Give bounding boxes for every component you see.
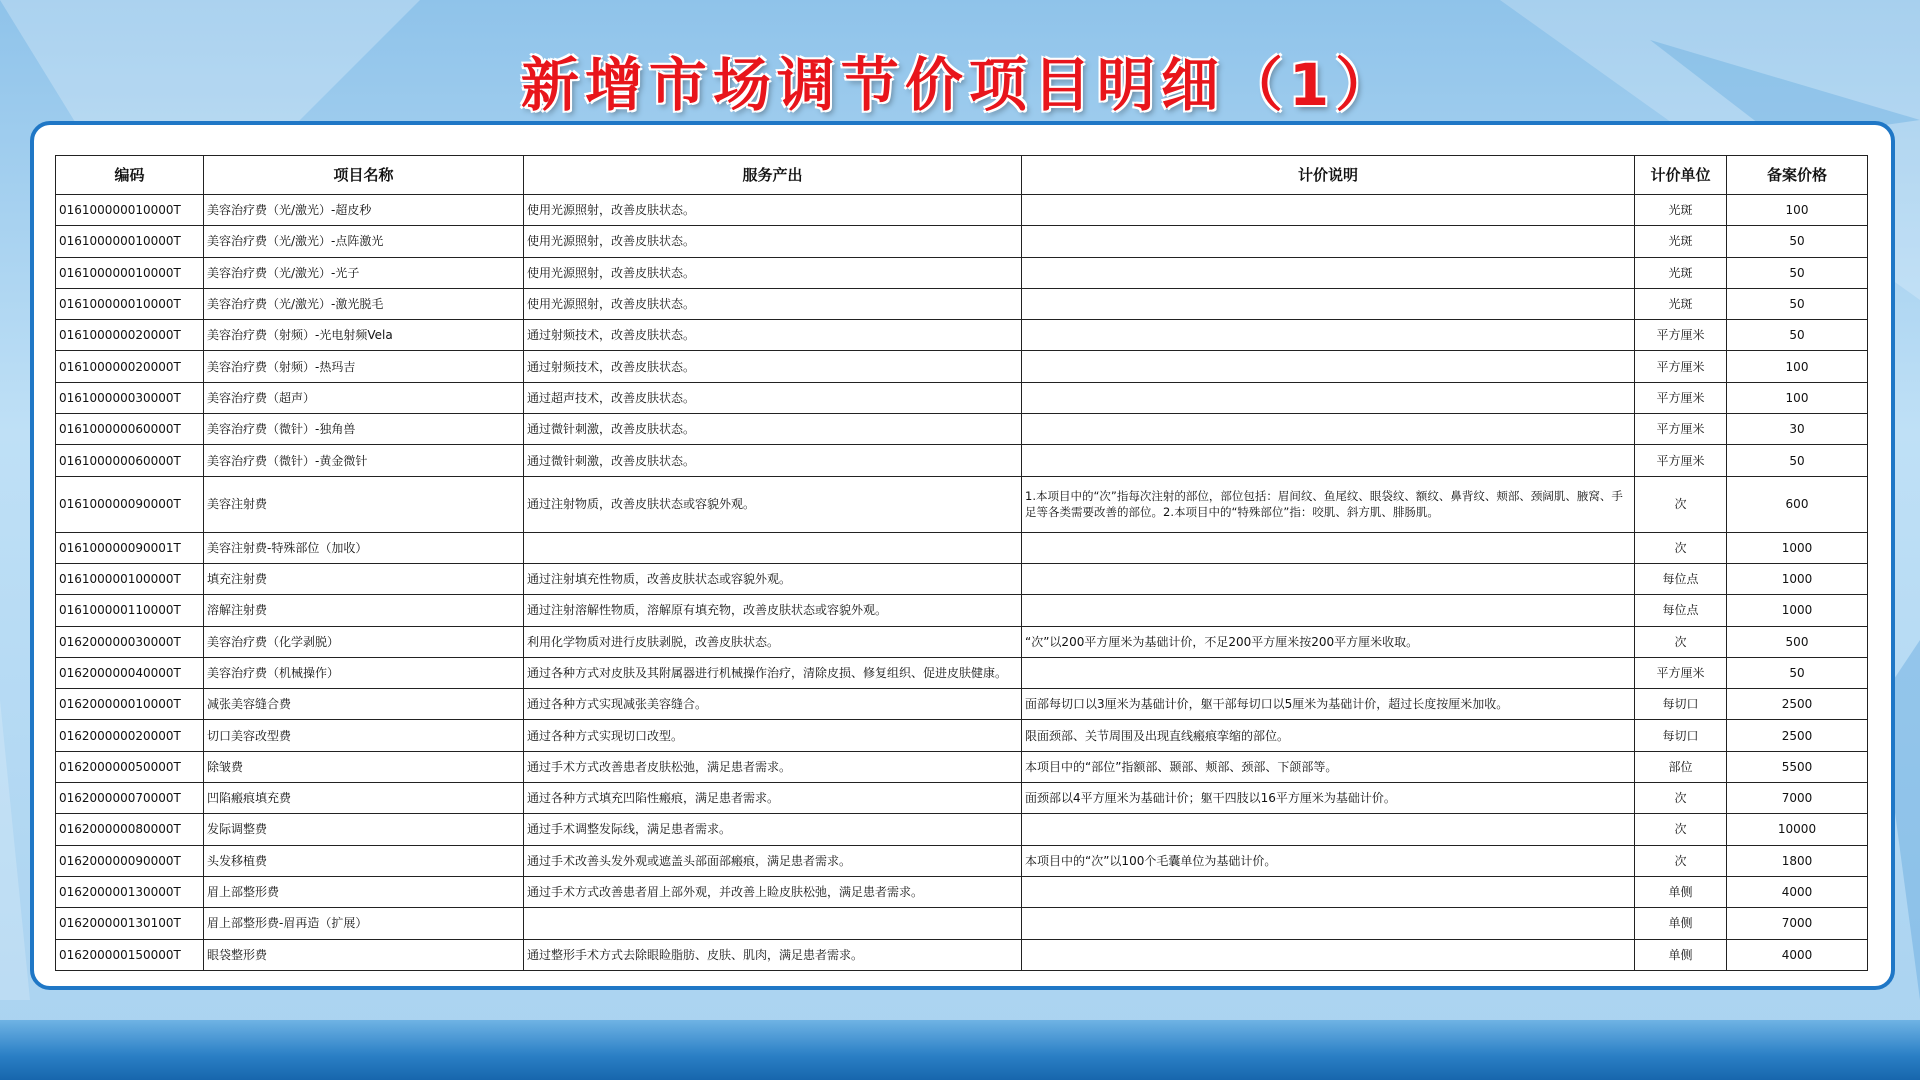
cell-service-output: 通过注射填充性物质，改善皮肤状态或容貌外观。 bbox=[524, 563, 1022, 594]
cell-item-name: 眉上部整形费-眉再造（扩展） bbox=[204, 908, 524, 939]
cell-code: 016100000060000T bbox=[56, 445, 204, 476]
cell-code: 016100000090001T bbox=[56, 532, 204, 563]
cell-unit: 平方厘米 bbox=[1635, 351, 1727, 382]
table-row bbox=[56, 257, 1868, 288]
cell-code: 016200000130100T bbox=[56, 908, 204, 939]
table-row bbox=[56, 595, 1868, 626]
cell-item-name: 美容治疗费（化学剥脱） bbox=[204, 626, 524, 657]
cell-code: 016100000010000T bbox=[56, 195, 204, 226]
cell-unit: 平方厘米 bbox=[1635, 414, 1727, 445]
cell-item-name: 眉上部整形费 bbox=[204, 876, 524, 907]
cell-item-name: 美容治疗费（超声） bbox=[204, 382, 524, 413]
cell-unit: 次 bbox=[1635, 626, 1727, 657]
cell-unit: 次 bbox=[1635, 476, 1727, 532]
cell-item-name: 美容治疗费（射频）-光电射频Vela bbox=[204, 320, 524, 351]
cell-item-name: 美容注射费 bbox=[204, 476, 524, 532]
table-header-row bbox=[56, 156, 1868, 195]
cell-price: 50 bbox=[1727, 257, 1868, 288]
cell-item-name: 美容治疗费（微针）-黄金微针 bbox=[204, 445, 524, 476]
cell-code: 016100000010000T bbox=[56, 288, 204, 319]
table-row bbox=[56, 288, 1868, 319]
cell-item-name: 除皱费 bbox=[204, 751, 524, 782]
cell-code: 016200000150000T bbox=[56, 939, 204, 970]
cell-price: 7000 bbox=[1727, 783, 1868, 814]
cell-service-output: 使用光源照射，改善皮肤状态。 bbox=[524, 226, 1022, 257]
cell-price: 7000 bbox=[1727, 908, 1868, 939]
header-unit: 计价单位 bbox=[1635, 156, 1727, 195]
table-row bbox=[56, 532, 1868, 563]
table-row bbox=[56, 939, 1868, 970]
cell-pricing-note: 面颈部以4平方厘米为基础计价；躯干四肢以16平方厘米为基础计价。 bbox=[1022, 783, 1635, 814]
cell-unit: 次 bbox=[1635, 532, 1727, 563]
cell-price: 50 bbox=[1727, 657, 1868, 688]
cell-pricing-note bbox=[1022, 657, 1635, 688]
cell-pricing-note bbox=[1022, 320, 1635, 351]
table-panel bbox=[30, 121, 1895, 990]
table-row bbox=[56, 445, 1868, 476]
cell-price: 30 bbox=[1727, 414, 1868, 445]
table-row bbox=[56, 876, 1868, 907]
cell-pricing-note bbox=[1022, 257, 1635, 288]
cell-pricing-note bbox=[1022, 414, 1635, 445]
cell-unit: 单侧 bbox=[1635, 908, 1727, 939]
cell-pricing-note: “次”以200平方厘米为基础计价，不足200平方厘米按200平方厘米收取。 bbox=[1022, 626, 1635, 657]
cell-service-output: 通过射频技术，改善皮肤状态。 bbox=[524, 351, 1022, 382]
price-table-container bbox=[55, 155, 1867, 971]
cell-unit: 平方厘米 bbox=[1635, 382, 1727, 413]
cell-item-name: 切口美容改型费 bbox=[204, 720, 524, 751]
table-row bbox=[56, 320, 1868, 351]
header-price: 备案价格 bbox=[1727, 156, 1868, 195]
cell-pricing-note bbox=[1022, 908, 1635, 939]
cell-item-name: 眼袋整形费 bbox=[204, 939, 524, 970]
cell-unit: 每位点 bbox=[1635, 563, 1727, 594]
cell-service-output: 通过各种方式实现减张美容缝合。 bbox=[524, 689, 1022, 720]
cell-item-name: 填充注射费 bbox=[204, 563, 524, 594]
cell-unit: 每切口 bbox=[1635, 689, 1727, 720]
cell-pricing-note bbox=[1022, 382, 1635, 413]
cell-pricing-note bbox=[1022, 876, 1635, 907]
cell-pricing-note bbox=[1022, 226, 1635, 257]
cell-price: 1800 bbox=[1727, 845, 1868, 876]
table-body bbox=[56, 195, 1868, 971]
table-row bbox=[56, 476, 1868, 532]
cell-service-output: 通过整形手术方式去除眼睑脂肪、皮肤、肌肉，满足患者需求。 bbox=[524, 939, 1022, 970]
header-code: 编码 bbox=[56, 156, 204, 195]
cell-price: 50 bbox=[1727, 445, 1868, 476]
cell-unit: 每位点 bbox=[1635, 595, 1727, 626]
cell-pricing-note: 本项目中的“次”以100个毛囊单位为基础计价。 bbox=[1022, 845, 1635, 876]
cell-unit: 光斑 bbox=[1635, 226, 1727, 257]
cell-price: 1000 bbox=[1727, 563, 1868, 594]
cell-unit: 次 bbox=[1635, 845, 1727, 876]
cell-unit: 平方厘米 bbox=[1635, 320, 1727, 351]
cell-code: 016100000010000T bbox=[56, 226, 204, 257]
cell-item-name: 凹陷瘢痕填充费 bbox=[204, 783, 524, 814]
cell-pricing-note bbox=[1022, 595, 1635, 626]
cell-pricing-note: 面部每切口以3厘米为基础计价，躯干部每切口以5厘米为基础计价，超过长度按厘米加收。 bbox=[1022, 689, 1635, 720]
cell-item-name: 发际调整费 bbox=[204, 814, 524, 845]
cell-service-output: 通过微针刺激，改善皮肤状态。 bbox=[524, 445, 1022, 476]
cell-service-output bbox=[524, 908, 1022, 939]
cell-pricing-note bbox=[1022, 939, 1635, 970]
price-table bbox=[55, 155, 1868, 971]
cell-code: 016200000080000T bbox=[56, 814, 204, 845]
cell-price: 50 bbox=[1727, 226, 1868, 257]
cell-unit: 光斑 bbox=[1635, 288, 1727, 319]
cell-pricing-note: 本项目中的“部位”指额部、颞部、颊部、颈部、下颌部等。 bbox=[1022, 751, 1635, 782]
bottom-decoration-band bbox=[0, 1020, 1920, 1080]
table-row bbox=[56, 720, 1868, 751]
cell-service-output: 使用光源照射，改善皮肤状态。 bbox=[524, 257, 1022, 288]
table-row bbox=[56, 226, 1868, 257]
cell-price: 100 bbox=[1727, 351, 1868, 382]
cell-unit: 单侧 bbox=[1635, 876, 1727, 907]
cell-code: 016200000030000T bbox=[56, 626, 204, 657]
table-row bbox=[56, 626, 1868, 657]
header-item-name: 项目名称 bbox=[204, 156, 524, 195]
cell-price: 50 bbox=[1727, 320, 1868, 351]
cell-unit: 平方厘米 bbox=[1635, 657, 1727, 688]
cell-service-output: 通过手术改善头发外观或遮盖头部面部瘢痕，满足患者需求。 bbox=[524, 845, 1022, 876]
cell-item-name: 减张美容缝合费 bbox=[204, 689, 524, 720]
cell-code: 016200000130000T bbox=[56, 876, 204, 907]
cell-price: 2500 bbox=[1727, 689, 1868, 720]
cell-unit: 光斑 bbox=[1635, 257, 1727, 288]
cell-code: 016200000040000T bbox=[56, 657, 204, 688]
cell-unit: 次 bbox=[1635, 783, 1727, 814]
cell-code: 016100000060000T bbox=[56, 414, 204, 445]
cell-item-name: 头发移植费 bbox=[204, 845, 524, 876]
cell-service-output: 通过手术方式改善患者皮肤松弛，满足患者需求。 bbox=[524, 751, 1022, 782]
cell-price: 10000 bbox=[1727, 814, 1868, 845]
cell-pricing-note: 限面颈部、关节周围及出现直线瘢痕挛缩的部位。 bbox=[1022, 720, 1635, 751]
cell-service-output: 通过各种方式实现切口改型。 bbox=[524, 720, 1022, 751]
cell-code: 016100000090000T bbox=[56, 476, 204, 532]
cell-pricing-note bbox=[1022, 445, 1635, 476]
cell-service-output bbox=[524, 532, 1022, 563]
cell-code: 016200000090000T bbox=[56, 845, 204, 876]
cell-pricing-note bbox=[1022, 288, 1635, 319]
cell-item-name: 美容治疗费（光/激光）-激光脱毛 bbox=[204, 288, 524, 319]
table-row bbox=[56, 563, 1868, 594]
table-row bbox=[56, 382, 1868, 413]
cell-pricing-note bbox=[1022, 532, 1635, 563]
cell-unit: 光斑 bbox=[1635, 195, 1727, 226]
cell-price: 50 bbox=[1727, 288, 1868, 319]
table-row bbox=[56, 657, 1868, 688]
cell-service-output: 通过射频技术，改善皮肤状态。 bbox=[524, 320, 1022, 351]
cell-item-name: 溶解注射费 bbox=[204, 595, 524, 626]
cell-item-name: 美容治疗费（光/激光）-点阵激光 bbox=[204, 226, 524, 257]
cell-item-name: 美容治疗费（光/激光）-超皮秒 bbox=[204, 195, 524, 226]
table-row bbox=[56, 814, 1868, 845]
table-row bbox=[56, 908, 1868, 939]
table-row bbox=[56, 751, 1868, 782]
cell-price: 100 bbox=[1727, 382, 1868, 413]
cell-code: 016100000110000T bbox=[56, 595, 204, 626]
cell-code: 016100000020000T bbox=[56, 351, 204, 382]
cell-pricing-note bbox=[1022, 814, 1635, 845]
cell-code: 016200000010000T bbox=[56, 689, 204, 720]
cell-code: 016100000030000T bbox=[56, 382, 204, 413]
cell-item-name: 美容治疗费（机械操作） bbox=[204, 657, 524, 688]
table-row bbox=[56, 414, 1868, 445]
page-title: 新增市场调节价项目明细（1） bbox=[520, 51, 1400, 119]
cell-service-output: 使用光源照射，改善皮肤状态。 bbox=[524, 288, 1022, 319]
cell-service-output: 通过手术调整发际线，满足患者需求。 bbox=[524, 814, 1022, 845]
cell-item-name: 美容治疗费（光/激光）-光子 bbox=[204, 257, 524, 288]
cell-service-output: 利用化学物质对进行皮肤剥脱，改善皮肤状态。 bbox=[524, 626, 1022, 657]
cell-service-output: 通过注射溶解性物质，溶解原有填充物，改善皮肤状态或容貌外观。 bbox=[524, 595, 1022, 626]
cell-service-output: 使用光源照射，改善皮肤状态。 bbox=[524, 195, 1022, 226]
cell-item-name: 美容注射费-特殊部位（加收） bbox=[204, 532, 524, 563]
cell-code: 016200000020000T bbox=[56, 720, 204, 751]
cell-service-output: 通过微针刺激，改善皮肤状态。 bbox=[524, 414, 1022, 445]
cell-service-output: 通过各种方式对皮肤及其附属器进行机械操作治疗，清除皮损、修复组织、促进皮肤健康。 bbox=[524, 657, 1022, 688]
cell-price: 100 bbox=[1727, 195, 1868, 226]
cell-item-name: 美容治疗费（射频）-热玛吉 bbox=[204, 351, 524, 382]
table-row bbox=[56, 783, 1868, 814]
cell-service-output: 通过超声技术，改善皮肤状态。 bbox=[524, 382, 1022, 413]
cell-price: 2500 bbox=[1727, 720, 1868, 751]
table-row bbox=[56, 195, 1868, 226]
cell-unit: 次 bbox=[1635, 814, 1727, 845]
cell-pricing-note bbox=[1022, 195, 1635, 226]
table-row bbox=[56, 689, 1868, 720]
cell-code: 016100000010000T bbox=[56, 257, 204, 288]
cell-price: 5500 bbox=[1727, 751, 1868, 782]
cell-price: 4000 bbox=[1727, 939, 1868, 970]
header-service-output: 服务产出 bbox=[524, 156, 1022, 195]
cell-price: 4000 bbox=[1727, 876, 1868, 907]
cell-pricing-note bbox=[1022, 351, 1635, 382]
cell-price: 1000 bbox=[1727, 532, 1868, 563]
cell-pricing-note: 1.本项目中的“次”指每次注射的部位，部位包括：眉间纹、鱼尾纹、眼袋纹、额纹、鼻背纹、颊部、颈阔肌、腋窝、手足等各类需要改善的部位。2.本项目中的“特殊部位”指：咬肌、斜方肌、腓肠肌。 bbox=[1022, 476, 1635, 532]
cell-price: 500 bbox=[1727, 626, 1868, 657]
cell-item-name: 美容治疗费（微针）-独角兽 bbox=[204, 414, 524, 445]
cell-service-output: 通过各种方式填充凹陷性瘢痕，满足患者需求。 bbox=[524, 783, 1022, 814]
cell-unit: 平方厘米 bbox=[1635, 445, 1727, 476]
cell-unit: 单侧 bbox=[1635, 939, 1727, 970]
header-pricing-note: 计价说明 bbox=[1022, 156, 1635, 195]
table-row bbox=[56, 351, 1868, 382]
cell-service-output: 通过注射物质，改善皮肤状态或容貌外观。 bbox=[524, 476, 1022, 532]
cell-price: 1000 bbox=[1727, 595, 1868, 626]
table-row bbox=[56, 845, 1868, 876]
cell-code: 016100000020000T bbox=[56, 320, 204, 351]
cell-service-output: 通过手术方式改善患者眉上部外观，并改善上睑皮肤松弛，满足患者需求。 bbox=[524, 876, 1022, 907]
cell-pricing-note bbox=[1022, 563, 1635, 594]
cell-price: 600 bbox=[1727, 476, 1868, 532]
cell-code: 016200000050000T bbox=[56, 751, 204, 782]
cell-code: 016200000070000T bbox=[56, 783, 204, 814]
cell-unit: 每切口 bbox=[1635, 720, 1727, 751]
cell-code: 016100000100000T bbox=[56, 563, 204, 594]
cell-unit: 部位 bbox=[1635, 751, 1727, 782]
